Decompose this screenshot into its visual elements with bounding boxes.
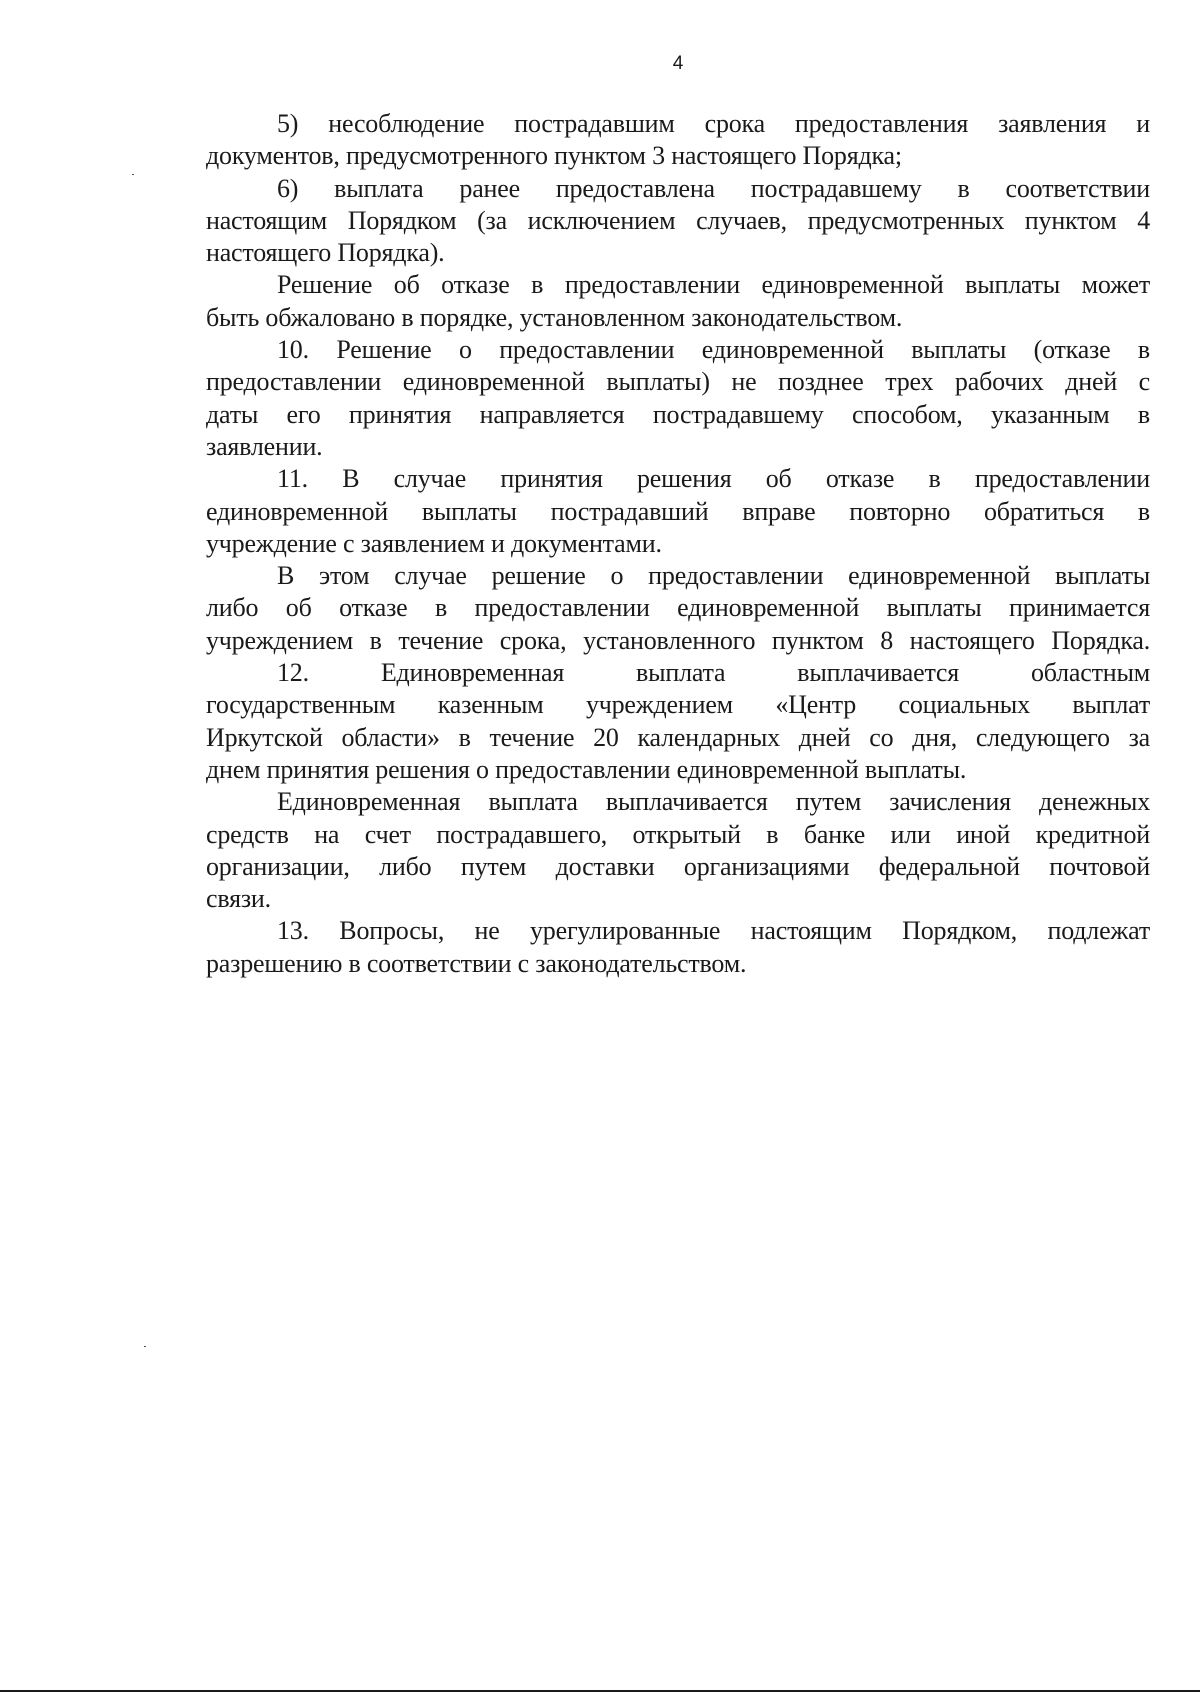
text-line: настоящим Порядком (за исключением случаев, предусмотренных пунктом 4 [206, 205, 1150, 235]
text-line: Решение об отказе в предоставлении единовременной выплаты может [277, 270, 1150, 300]
paragraph-item-6 [206, 173, 1150, 270]
text-line: быть обжаловано в порядке, установленном законодательством. [206, 302, 903, 332]
paragraph-clause-10 [206, 334, 1150, 463]
text-line: 11. В случае принятия решения об отказе в предоставлении [277, 464, 1150, 494]
scan-mark [132, 174, 134, 175]
page-number: 4 [672, 53, 684, 74]
text-line: даты его принятия направляется пострадавшему способом, указанным в [206, 399, 1150, 429]
paragraph-clause-13 [206, 915, 1150, 980]
text-line: 6) выплата ранее предоставлена пострадавшему в соответствии [277, 173, 1150, 203]
text-line: связи. [206, 884, 271, 914]
text-line: учреждением в течение срока, установленного пунктом 8 настоящего Порядка. [206, 625, 1150, 655]
paragraph-appeal [206, 269, 1150, 334]
paragraph-repeat-decision [206, 560, 1150, 657]
text-line: предоставлении единовременной выплаты) не позднее трех рабочих дней с [206, 367, 1150, 397]
text-line: документов, предусмотренного пунктом 3 настоящего Порядка; [206, 141, 902, 171]
text-line: 13. Вопросы, не урегулированные настоящим Порядком, подлежат [277, 916, 1150, 946]
text-line: средств на счет пострадавшего, открытый в банке или иной кредитной [206, 819, 1150, 849]
text-line: 10. Решение о предоставлении единовременной выплаты (отказе в [277, 335, 1150, 365]
paragraph-item-5 [206, 108, 1150, 173]
text-line: днем принятия решения о предоставлении единовременной выплаты. [206, 754, 967, 784]
text-line: либо об отказе в предоставлении единовременной выплаты принимается [206, 593, 1150, 623]
text-line: 5) несоблюдение пострадавшим срока предоставления заявления и [277, 109, 1150, 138]
text-line: организации, либо путем доставки организациями федеральной почтовой [206, 851, 1150, 881]
paragraph-clause-12 [206, 657, 1150, 786]
scan-mark [144, 1346, 146, 1347]
text-line: заявлении. [206, 431, 323, 461]
paragraph-clause-11 [206, 463, 1150, 560]
text-line: В этом случае решение о предоставлении единовременной выплаты [277, 561, 1150, 591]
text-line: единовременной выплаты пострадавший вправе повторно обратиться в [206, 496, 1150, 526]
text-line: разрешению в соответствии с законодательством. [206, 948, 747, 978]
text-line: настоящего Порядка). [206, 238, 445, 268]
document-body [206, 108, 1150, 980]
text-line: 12. Единовременная выплата выплачивается областным [277, 658, 1150, 688]
text-line: учреждение с заявлением и документами. [206, 528, 662, 558]
text-line: государственным казенным учреждением «Центр социальных выплат [206, 690, 1150, 720]
paragraph-payment-method [206, 786, 1150, 915]
text-line: Единовременная выплата выплачивается путем зачисления денежных [277, 787, 1150, 817]
scan-edge-line [0, 1690, 1200, 1692]
text-line: Иркутской области» в течение 20 календарных дней со дня, следующего за [206, 722, 1150, 752]
